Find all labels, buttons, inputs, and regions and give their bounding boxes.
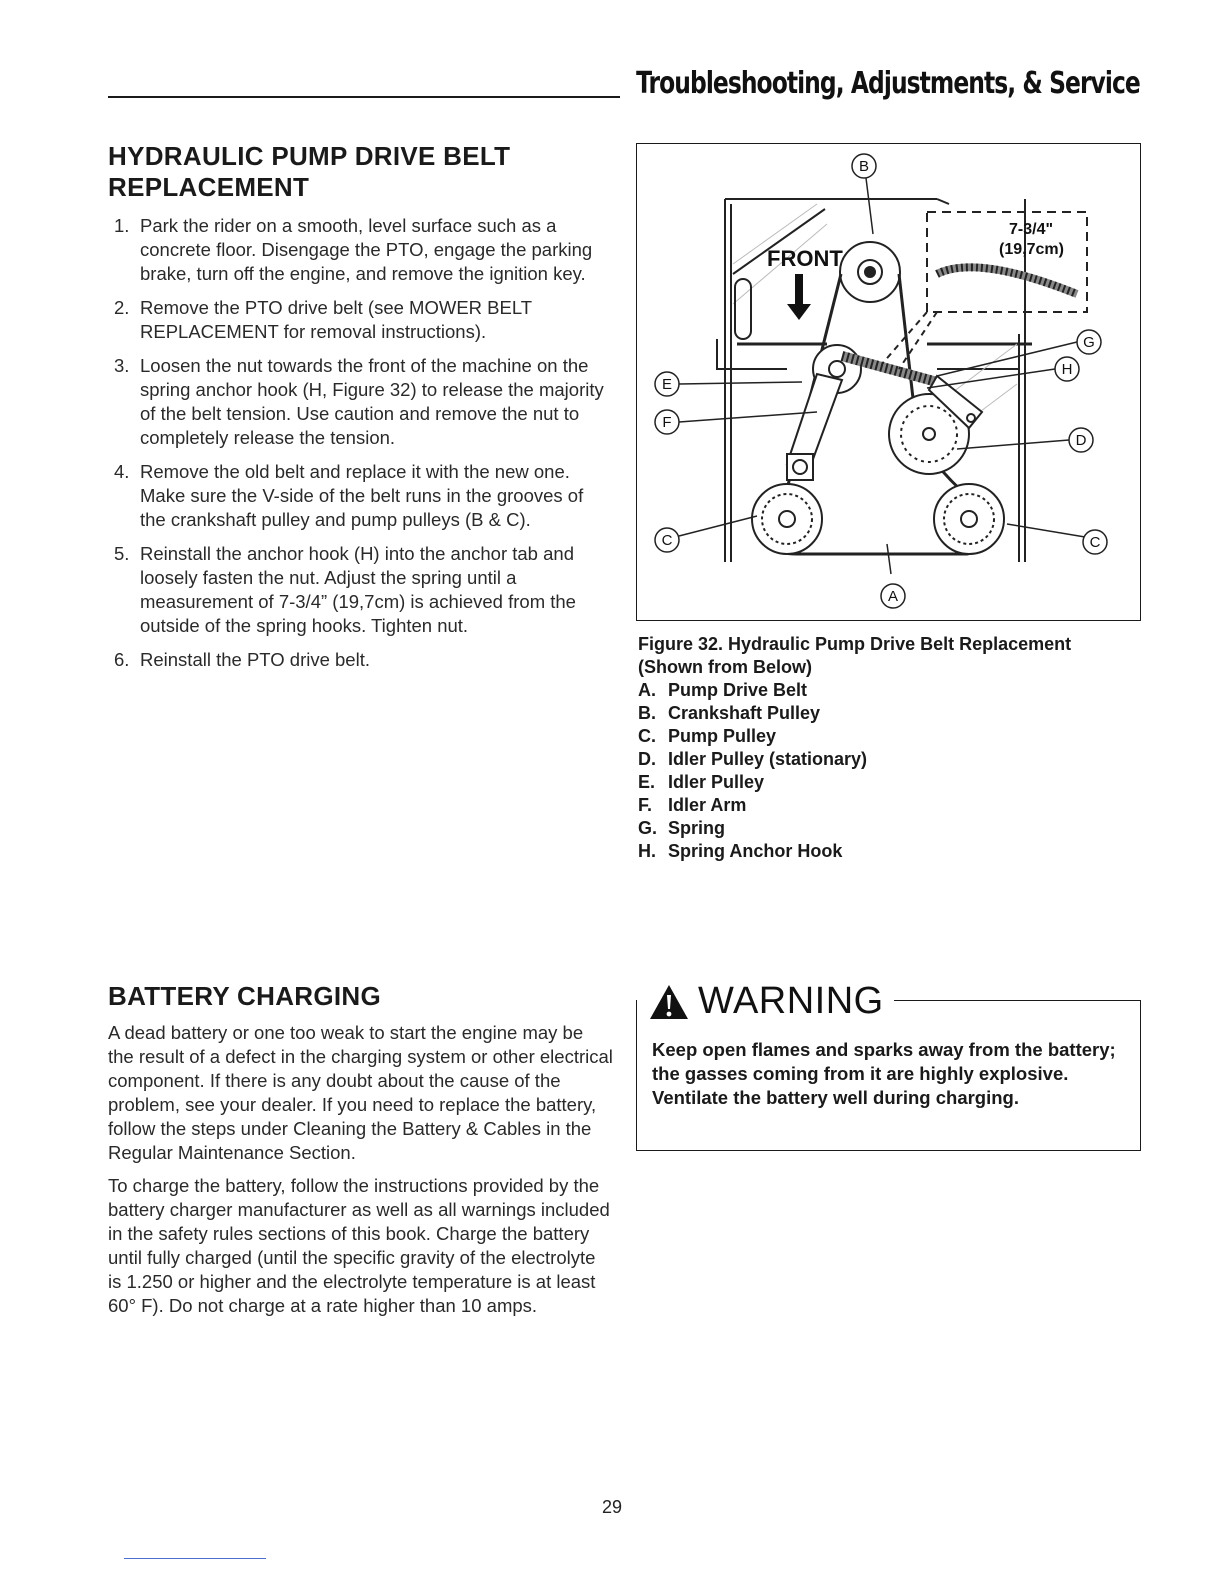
warning-text: Keep open flames and sparks away from the battery; the gasses coming from it are highly explosive. Ventilate the battery well during charging.: [652, 1039, 1116, 1108]
page-header-title: Troubleshooting, Adjustments, & Service: [636, 66, 1140, 101]
page-number: 29: [601, 1497, 623, 1517]
legend-label: Pump Drive Belt: [668, 680, 808, 700]
legend-label: Pump Pulley: [668, 726, 777, 746]
callout-g: G: [1083, 334, 1095, 351]
step-text: Remove the PTO drive belt (see MOWER BELT REPLACEMENT for removal instructions).: [140, 297, 532, 342]
step-text: Park the rider on a smooth, level surface such as a concrete floor. Disengage the PTO, engage the parking brake, turn off the engine, and remove the ignition key.: [140, 215, 593, 284]
figure-caption: Figure 32. Hydraulic Pump Drive Belt Replacement (Shown from Below): [638, 634, 1072, 677]
legend-key: C.: [638, 726, 656, 746]
pump-belt-diagram: [637, 144, 1139, 619]
legend-label: Idler Arm: [668, 795, 747, 815]
step-item: [108, 460, 613, 532]
callout-h: H: [1061, 361, 1073, 378]
step-number: 3.: [114, 355, 130, 376]
step-item: [108, 296, 613, 344]
step-item: [108, 648, 613, 672]
legend-key: F.: [638, 795, 653, 815]
legend-key: A.: [638, 680, 656, 700]
legend-item: [638, 840, 867, 863]
step-text: Remove the old belt and replace it with the new one. Make sure the V-side of the belt runs in the grooves of the crankshaft pulley and pump pulleys (B & C).: [140, 461, 584, 530]
legend-item: [638, 748, 867, 771]
legend-item: [638, 702, 867, 725]
legend-label: Spring Anchor Hook: [668, 841, 843, 861]
callout-c-right: C: [1089, 534, 1101, 551]
step-number: 2.: [114, 297, 130, 318]
battery-heading: BATTERY CHARGING: [108, 981, 381, 1011]
header-rule: [108, 96, 620, 98]
legend-key: E.: [638, 772, 656, 792]
legend-key: B.: [638, 703, 656, 723]
legend-item: [638, 771, 867, 794]
figure-32-box: [636, 143, 1141, 621]
battery-paragraph-1: A dead battery or one too weak to start the engine may be the result of a defect in the charging system or other electrical component. If there is any doubt about the cause of the problem, see your dealer. If you need to replace the battery, follow the steps under Cleaning the Battery & Cables in the Regular Maintenance Section.: [108, 1022, 613, 1163]
legend-item: [638, 679, 867, 702]
callout-b: B: [858, 158, 870, 175]
callout-c-left: C: [661, 532, 673, 549]
step-number: 4.: [114, 461, 130, 482]
battery-paragraph-2: To charge the battery, follow the instructions provided by the battery charger manufacturer as well as all warnings included in the safety rules sections of this book. Charge the battery until fully charged (until the specific gravity of the electrolyte is 1.250 or higher and the electrolyte temperature is at least 60° F). Do not charge at a rate higher than 10 amps.: [108, 1175, 610, 1316]
figure-legend: [638, 679, 867, 863]
legend-key: D.: [638, 749, 656, 769]
callout-e: E: [661, 376, 673, 393]
warning-title: WARNING: [698, 980, 884, 1022]
front-arrow-icon: [787, 274, 811, 320]
warning-top-rule: [880, 1000, 1141, 1001]
legend-label: Idler Pulley (stationary): [668, 749, 868, 769]
callout-d: D: [1075, 432, 1087, 449]
step-item: [108, 542, 613, 638]
measurement-cm-label: (19,7cm): [999, 241, 1064, 258]
step-item: [108, 354, 613, 450]
step-number: 6.: [114, 649, 130, 670]
legend-label: Idler Pulley: [668, 772, 765, 792]
hydraulic-steps-list: [108, 214, 613, 682]
warning-title-group: [648, 980, 894, 1023]
step-text: Reinstall the PTO drive belt.: [140, 649, 370, 670]
crankshaft-pulley: [840, 242, 900, 302]
measurement-inch-label: 7-3/4": [1009, 221, 1054, 238]
legend-label: Crankshaft Pulley: [668, 703, 821, 723]
idler-arm: [787, 374, 842, 480]
legend-key: H.: [638, 841, 656, 861]
pump-pulley-left: [752, 484, 822, 554]
legend-label: Spring: [668, 818, 725, 838]
warning-triangle-icon: [648, 983, 690, 1021]
front-label: FRONT: [767, 246, 843, 271]
hydraulic-heading: HYDRAULIC PUMP DRIVE BELT REPLACEMENT: [108, 141, 511, 202]
callout-a: A: [887, 588, 899, 605]
step-text: Loosen the nut towards the front of the machine on the spring anchor hook (H, Figure 32) to release the majority of the belt tension. Use caution and remove the nut to completely release the tension.: [140, 355, 604, 448]
legend-key: G.: [638, 818, 658, 838]
step-item: [108, 214, 613, 286]
step-number: 5.: [114, 543, 130, 564]
callout-f: F: [662, 414, 672, 431]
pump-pulley-right: [934, 484, 1004, 554]
legend-item: [638, 794, 867, 817]
footer-line: [124, 1558, 266, 1559]
legend-item: [638, 725, 867, 748]
legend-item: [638, 817, 867, 840]
step-text: Reinstall the anchor hook (H) into the anchor tab and loosely fasten the nut. Adjust the spring until a measurement of 7-3/4” (19,7cm) is achieved from the outside of the spring hooks. Tighten nut.: [140, 543, 576, 636]
step-number: 1.: [114, 215, 130, 236]
